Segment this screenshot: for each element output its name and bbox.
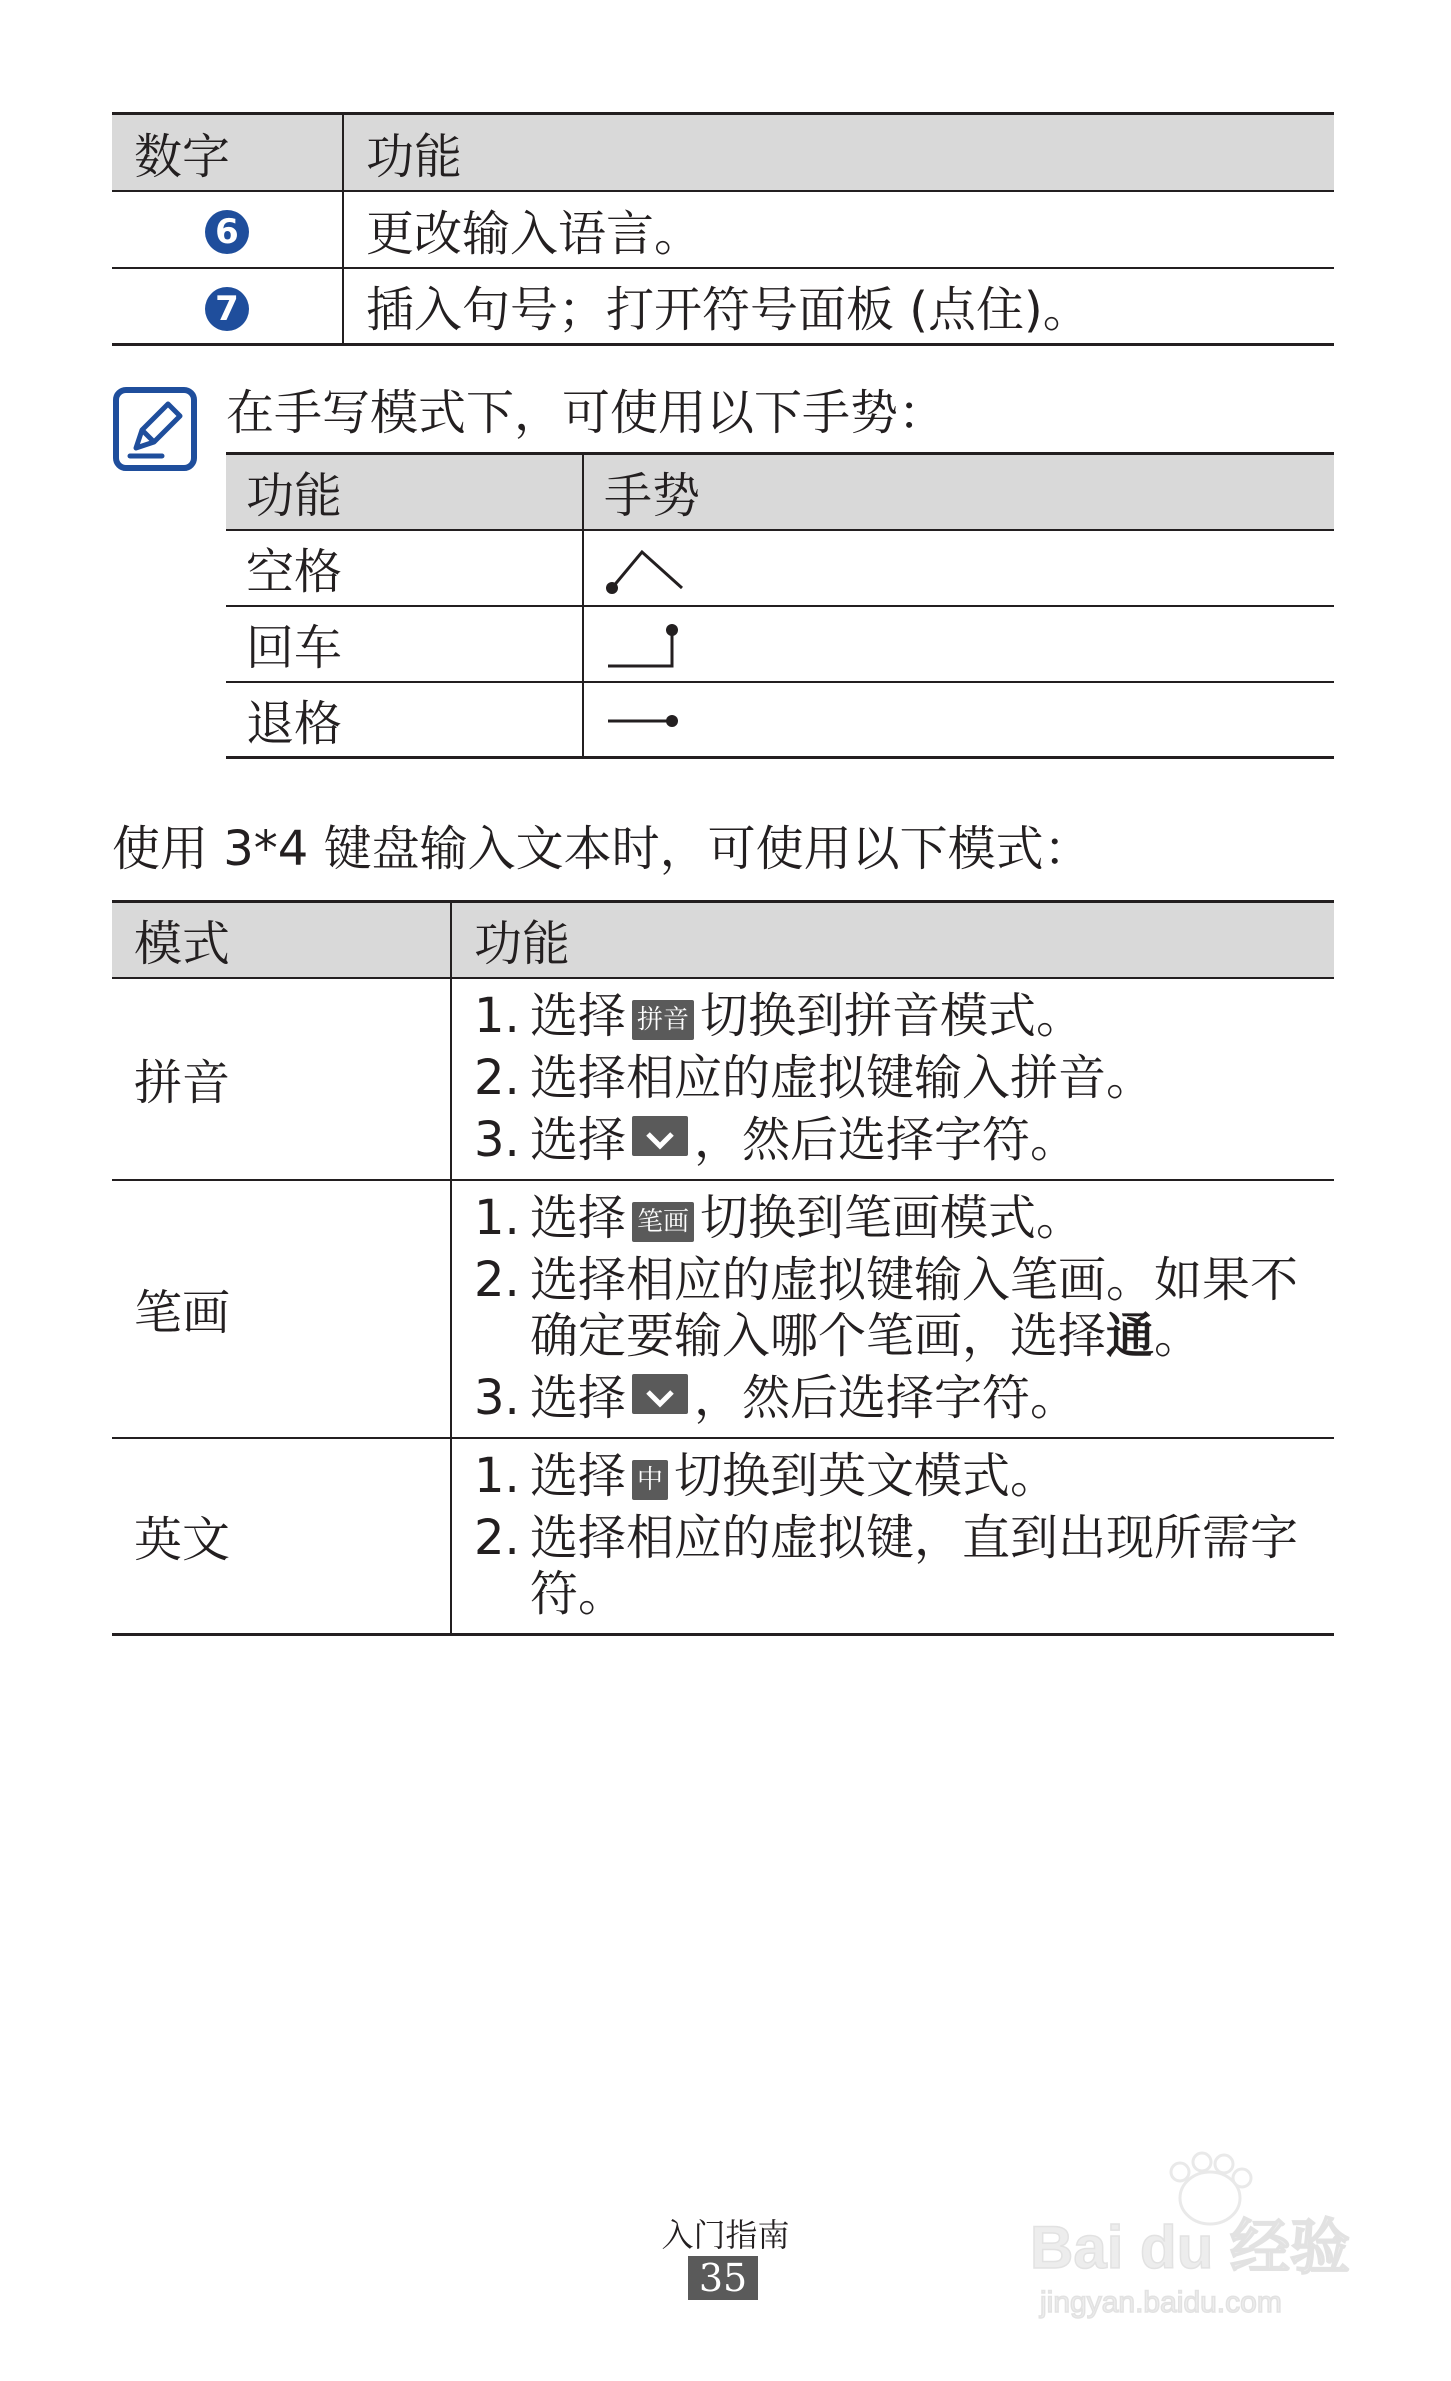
step-bold: 通 — [1106, 1307, 1155, 1364]
table-row-english — [112, 1438, 1334, 1635]
chinese-key-icon: 中 — [632, 1460, 668, 1500]
chevron-down-icon — [632, 1374, 688, 1414]
mode-steps — [451, 1438, 1334, 1635]
step-item — [474, 985, 1314, 1047]
header-number: 数字 — [112, 114, 343, 191]
gesture-cell — [583, 682, 1334, 758]
gesture-label: 退格 — [226, 682, 583, 758]
step-text — [530, 1109, 1314, 1171]
step-pre: 选择 — [530, 1369, 627, 1426]
table-header-row — [226, 454, 1334, 530]
gesture-label: 回车 — [226, 606, 583, 682]
step-post: 切换到拼音模式。 — [700, 987, 1085, 1044]
header-function: 功能 — [474, 916, 571, 973]
number-cell — [112, 268, 343, 345]
table-header-row — [112, 114, 1334, 191]
gesture-table — [226, 452, 1334, 759]
step-item — [474, 1445, 1314, 1507]
enter-gesture-icon — [604, 616, 694, 672]
footer-section-label: 入门指南 — [661, 2216, 790, 2254]
step-pre: 选择 — [530, 1189, 627, 1246]
table-row — [112, 191, 1334, 268]
bihua-key-icon: 笔画 — [632, 1202, 694, 1242]
mode-steps — [451, 978, 1334, 1180]
step-text — [530, 985, 1314, 1047]
step-number: 1. — [474, 1447, 520, 1504]
header-function: 功能 — [226, 454, 583, 530]
step-pre: 选择 — [530, 1447, 627, 1504]
pinyin-key-icon: 拼音 — [632, 1000, 694, 1040]
table-row — [226, 530, 1334, 606]
step-number: 3. — [474, 1369, 520, 1426]
chevron-down-icon — [632, 1116, 688, 1156]
watermark-brand: Bai du 经验 — [1030, 2214, 1351, 2281]
step-text — [530, 1187, 1314, 1249]
step-post: 切换到英文模式。 — [674, 1447, 1059, 1504]
header-mode: 模式 — [112, 902, 451, 978]
table-row — [226, 606, 1334, 682]
step-number: 1. — [474, 1189, 520, 1246]
step-post: ，然后选择字符。 — [694, 1111, 1079, 1168]
step-item — [474, 1249, 1314, 1367]
table-row-pinyin — [112, 978, 1334, 1180]
step-post: ，然后选择字符。 — [694, 1369, 1079, 1426]
step-number: 1. — [474, 987, 520, 1044]
table-row-bihua — [112, 1180, 1334, 1438]
gesture-label: 空格 — [226, 530, 583, 606]
space-gesture-icon — [604, 540, 694, 596]
mode-label: 拼音 — [112, 978, 451, 1180]
number-badge-7: 7 — [205, 287, 249, 331]
step-number: 2. — [474, 1251, 520, 1308]
step-item — [474, 1047, 1314, 1109]
step-text — [530, 1249, 1314, 1367]
keyboard-mode-intro: 使用 3*4 键盘输入文本时，可使用以下模式： — [112, 821, 1092, 877]
table-row — [112, 268, 1334, 345]
step-pre: 选择 — [530, 1111, 627, 1168]
step-pre: 选择 — [530, 987, 627, 1044]
step-number: 2. — [474, 1509, 520, 1566]
note-intro: 在手写模式下，可使用以下手势： — [226, 385, 947, 441]
page-number: 35 — [688, 2256, 758, 2300]
mode-steps — [451, 1180, 1334, 1438]
step-item — [474, 1187, 1314, 1249]
step-text — [530, 1445, 1314, 1507]
step-number: 2. — [474, 1049, 520, 1106]
step-item — [474, 1367, 1314, 1429]
function-cell: 插入句号；打开符号面板 (点住)。 — [343, 268, 1334, 345]
step-item — [474, 1507, 1314, 1625]
step-text: 选择相应的虚拟键，直到出现所需字符。 — [530, 1509, 1299, 1622]
baidu-watermark-logo — [1020, 2150, 1360, 2330]
step-post: 切换到笔画模式。 — [700, 1189, 1085, 1246]
backspace-gesture-icon — [604, 691, 694, 747]
gesture-cell — [583, 530, 1334, 606]
step-text — [530, 1367, 1314, 1429]
header-gesture: 手势 — [604, 468, 701, 525]
mode-label: 笔画 — [112, 1180, 451, 1438]
step-body: 选择相应的虚拟键输入笔画。如果不确定要输入哪个笔画，选择 — [530, 1251, 1299, 1364]
step-end: 。 — [1154, 1307, 1203, 1364]
note-pencil-icon — [112, 386, 198, 472]
number-badge-6: 6 — [205, 210, 249, 254]
mode-label: 英文 — [112, 1438, 451, 1635]
step-text: 选择相应的虚拟键输入拼音。 — [530, 1049, 1155, 1106]
watermark-url: jingyan.baidu.com — [1040, 2286, 1282, 2319]
step-item — [474, 1109, 1314, 1171]
header-function: 功能 — [366, 128, 463, 185]
number-cell — [112, 191, 343, 268]
function-cell: 更改输入语言。 — [343, 191, 1334, 268]
table-header-row — [112, 902, 1334, 978]
step-number: 3. — [474, 1111, 520, 1168]
mode-table — [112, 900, 1334, 1636]
table-row — [226, 682, 1334, 758]
gesture-cell — [583, 606, 1334, 682]
number-function-table — [112, 112, 1334, 346]
